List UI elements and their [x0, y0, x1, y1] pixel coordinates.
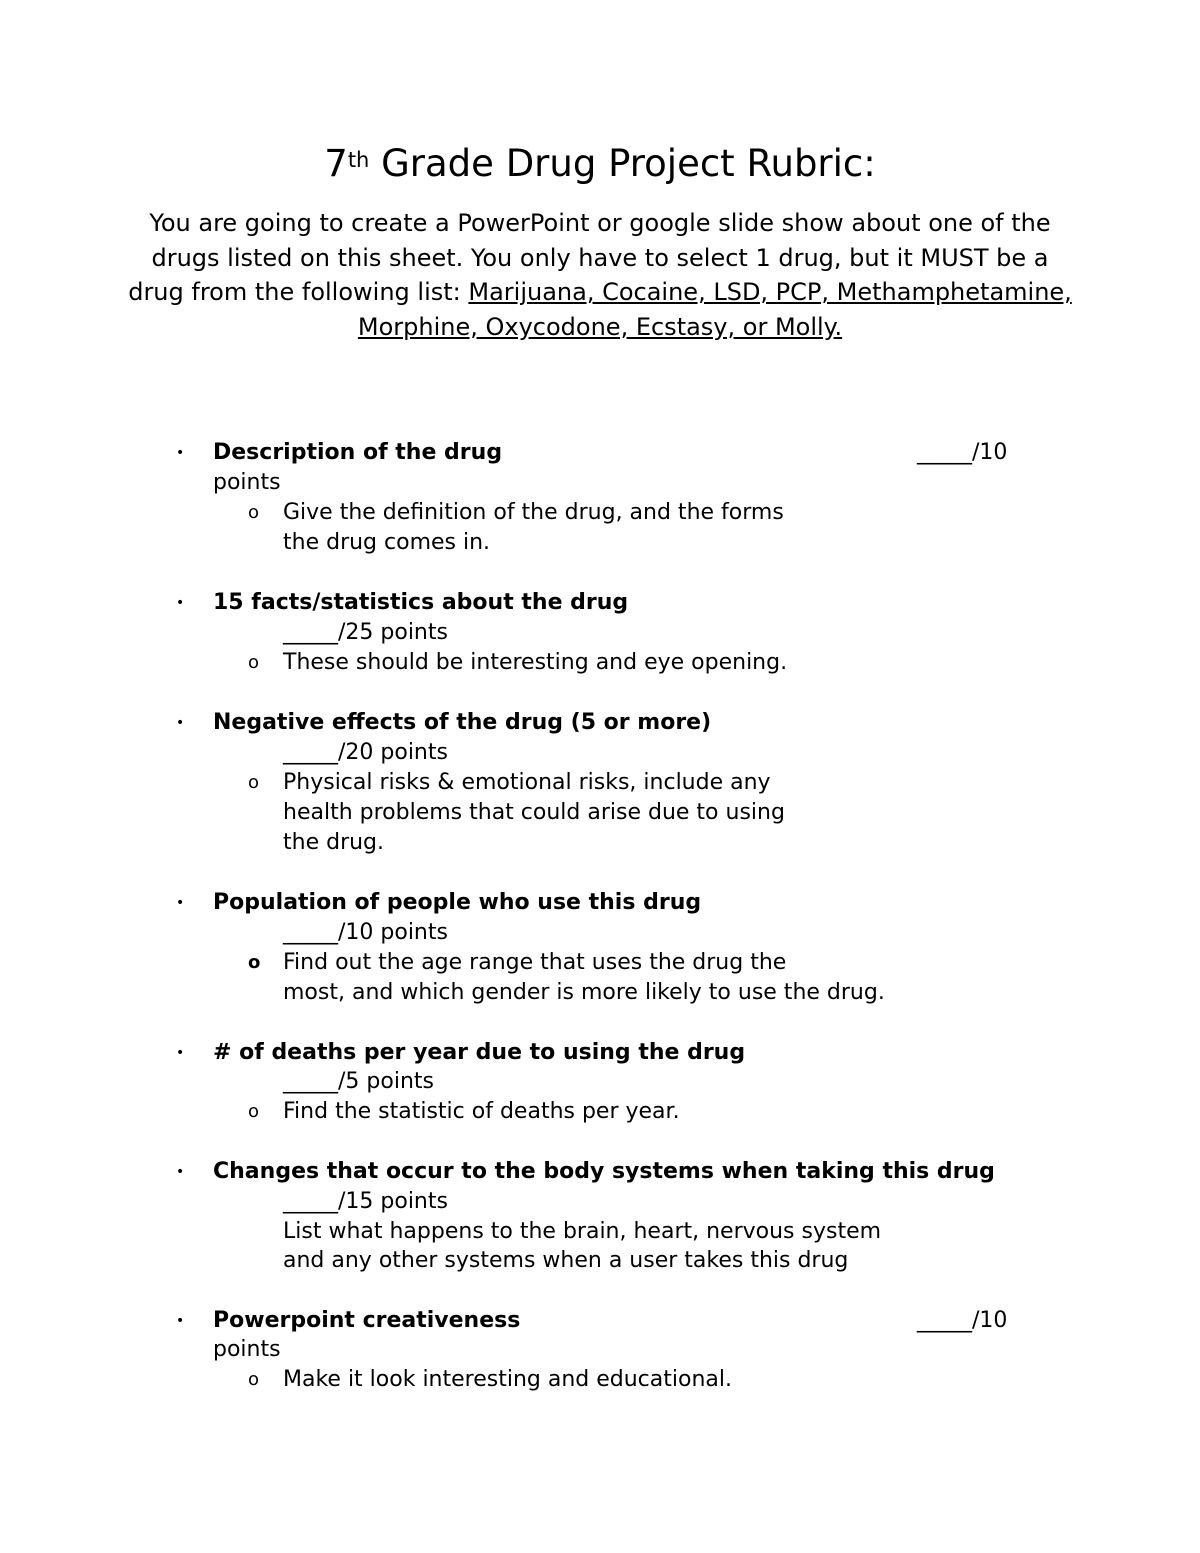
bullet-icon: •	[176, 1164, 185, 1180]
item-detail: health problems that could arise due to using	[283, 800, 785, 825]
item-detail: and any other systems when a user takes this drug	[283, 1248, 849, 1273]
item-detail: Find out the age range that uses the drug the	[283, 950, 787, 975]
item-score: _____/10 points	[283, 920, 448, 945]
item-detail: Make it look interesting and educational.	[283, 1367, 732, 1392]
item-score: _____/10	[917, 1308, 1008, 1333]
item-score: _____/20 points	[283, 740, 448, 765]
sub-bullet-icon: o	[248, 502, 260, 523]
item-detail: most, and which gender is more likely to use the drug.	[283, 980, 885, 1005]
item-detail: These should be interesting and eye opening.	[283, 650, 788, 675]
bullet-icon: •	[176, 595, 185, 611]
sub-bullet-icon: o	[248, 772, 260, 793]
sub-bullet-icon: o	[248, 652, 260, 673]
bullet-icon: •	[176, 895, 185, 911]
title-superscript: th	[347, 148, 370, 172]
item-detail: the drug comes in.	[283, 530, 491, 555]
item-detail: List what happens to the brain, heart, nervous system	[283, 1219, 882, 1244]
item-heading: 15 facts/statistics about the drug	[213, 590, 629, 615]
page-title: 7th Grade Drug Project Rubric:	[324, 142, 876, 185]
item-score-continued: points	[213, 470, 281, 495]
item-detail: Find the statistic of deaths per year.	[283, 1099, 680, 1124]
item-heading: Negative effects of the drug (5 or more)	[213, 710, 712, 735]
item-score: _____/10	[917, 440, 1008, 465]
bullet-icon: •	[176, 715, 185, 731]
instructions-paragraph	[120, 206, 1080, 344]
item-score: _____/25 points	[283, 620, 448, 645]
item-score-continued: points	[213, 1337, 281, 1362]
instructions-text: You are going to create a PowerPoint or google slide show about one of the drugs listed on this sheet. You only have to select 1 drug, but it MUST be a drug from the following list:	[128, 209, 1051, 307]
sub-bullet-icon: o	[248, 1369, 260, 1390]
bullet-icon: •	[176, 445, 185, 461]
sub-bullet-icon: o	[248, 1101, 260, 1122]
bullet-icon: •	[176, 1313, 185, 1329]
item-heading: # of deaths per year due to using the drug	[213, 1040, 746, 1065]
item-detail: Physical risks & emotional risks, include any	[283, 770, 771, 795]
item-heading: Population of people who use this drug	[213, 890, 702, 915]
drug-list: Marijuana, Cocaine, LSD, PCP, Methamphetamine, Morphine, Oxycodone, Ecstasy, or Molly.	[357, 278, 1072, 341]
sub-bullet-icon: o	[248, 952, 261, 973]
item-heading: Changes that occur to the body systems when taking this drug	[213, 1159, 995, 1184]
item-detail: Give the definition of the drug, and the forms	[283, 500, 784, 525]
item-heading: Powerpoint creativeness	[213, 1308, 521, 1333]
item-score: _____/5 points	[283, 1069, 434, 1094]
bullet-icon: •	[176, 1045, 185, 1061]
item-detail: the drug.	[283, 830, 385, 855]
item-heading: Description of the drug	[213, 440, 503, 465]
item-score: _____/15 points	[283, 1189, 448, 1214]
